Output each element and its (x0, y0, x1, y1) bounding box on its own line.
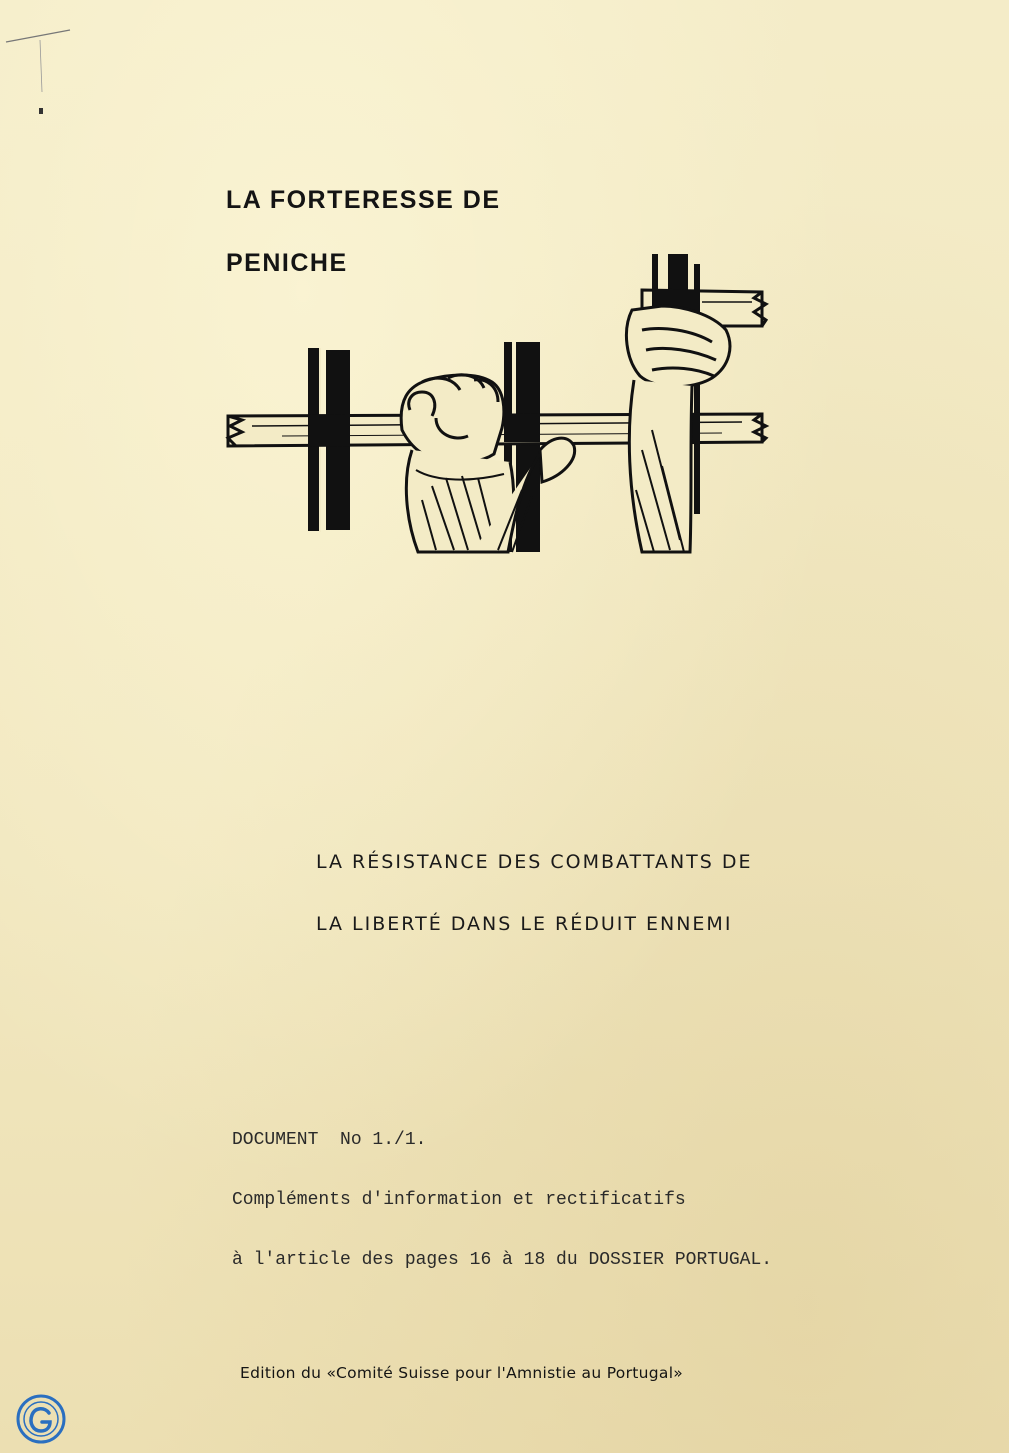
subtitle-line-1: LA RÉSISTANCE DES COMBATTANTS DE (316, 851, 753, 873)
subtitle-line-2: LA LIBERTÉ DANS LE RÉDUIT ENNEMI (316, 913, 733, 935)
document-description-line-2: à l'article des pages 16 à 18 du DOSSIER PORTUGAL. (232, 1250, 773, 1270)
prison-bars-illustration (222, 250, 772, 555)
publisher-footer: Edition du «Comité Suisse pour l'Amnistie au Portugal» (240, 1364, 684, 1382)
document-description-line-1: Compléments d'information et rectificatifs (232, 1190, 686, 1210)
document-reference (232, 1090, 772, 1310)
title-line-1: LA FORTERESSE DE (226, 186, 501, 214)
title-line-2: PENICHE (226, 249, 348, 277)
document-number: DOCUMENT No 1./1. (232, 1130, 427, 1150)
margin-pencil-mark (0, 0, 80, 130)
library-stamp-icon (15, 1393, 67, 1445)
